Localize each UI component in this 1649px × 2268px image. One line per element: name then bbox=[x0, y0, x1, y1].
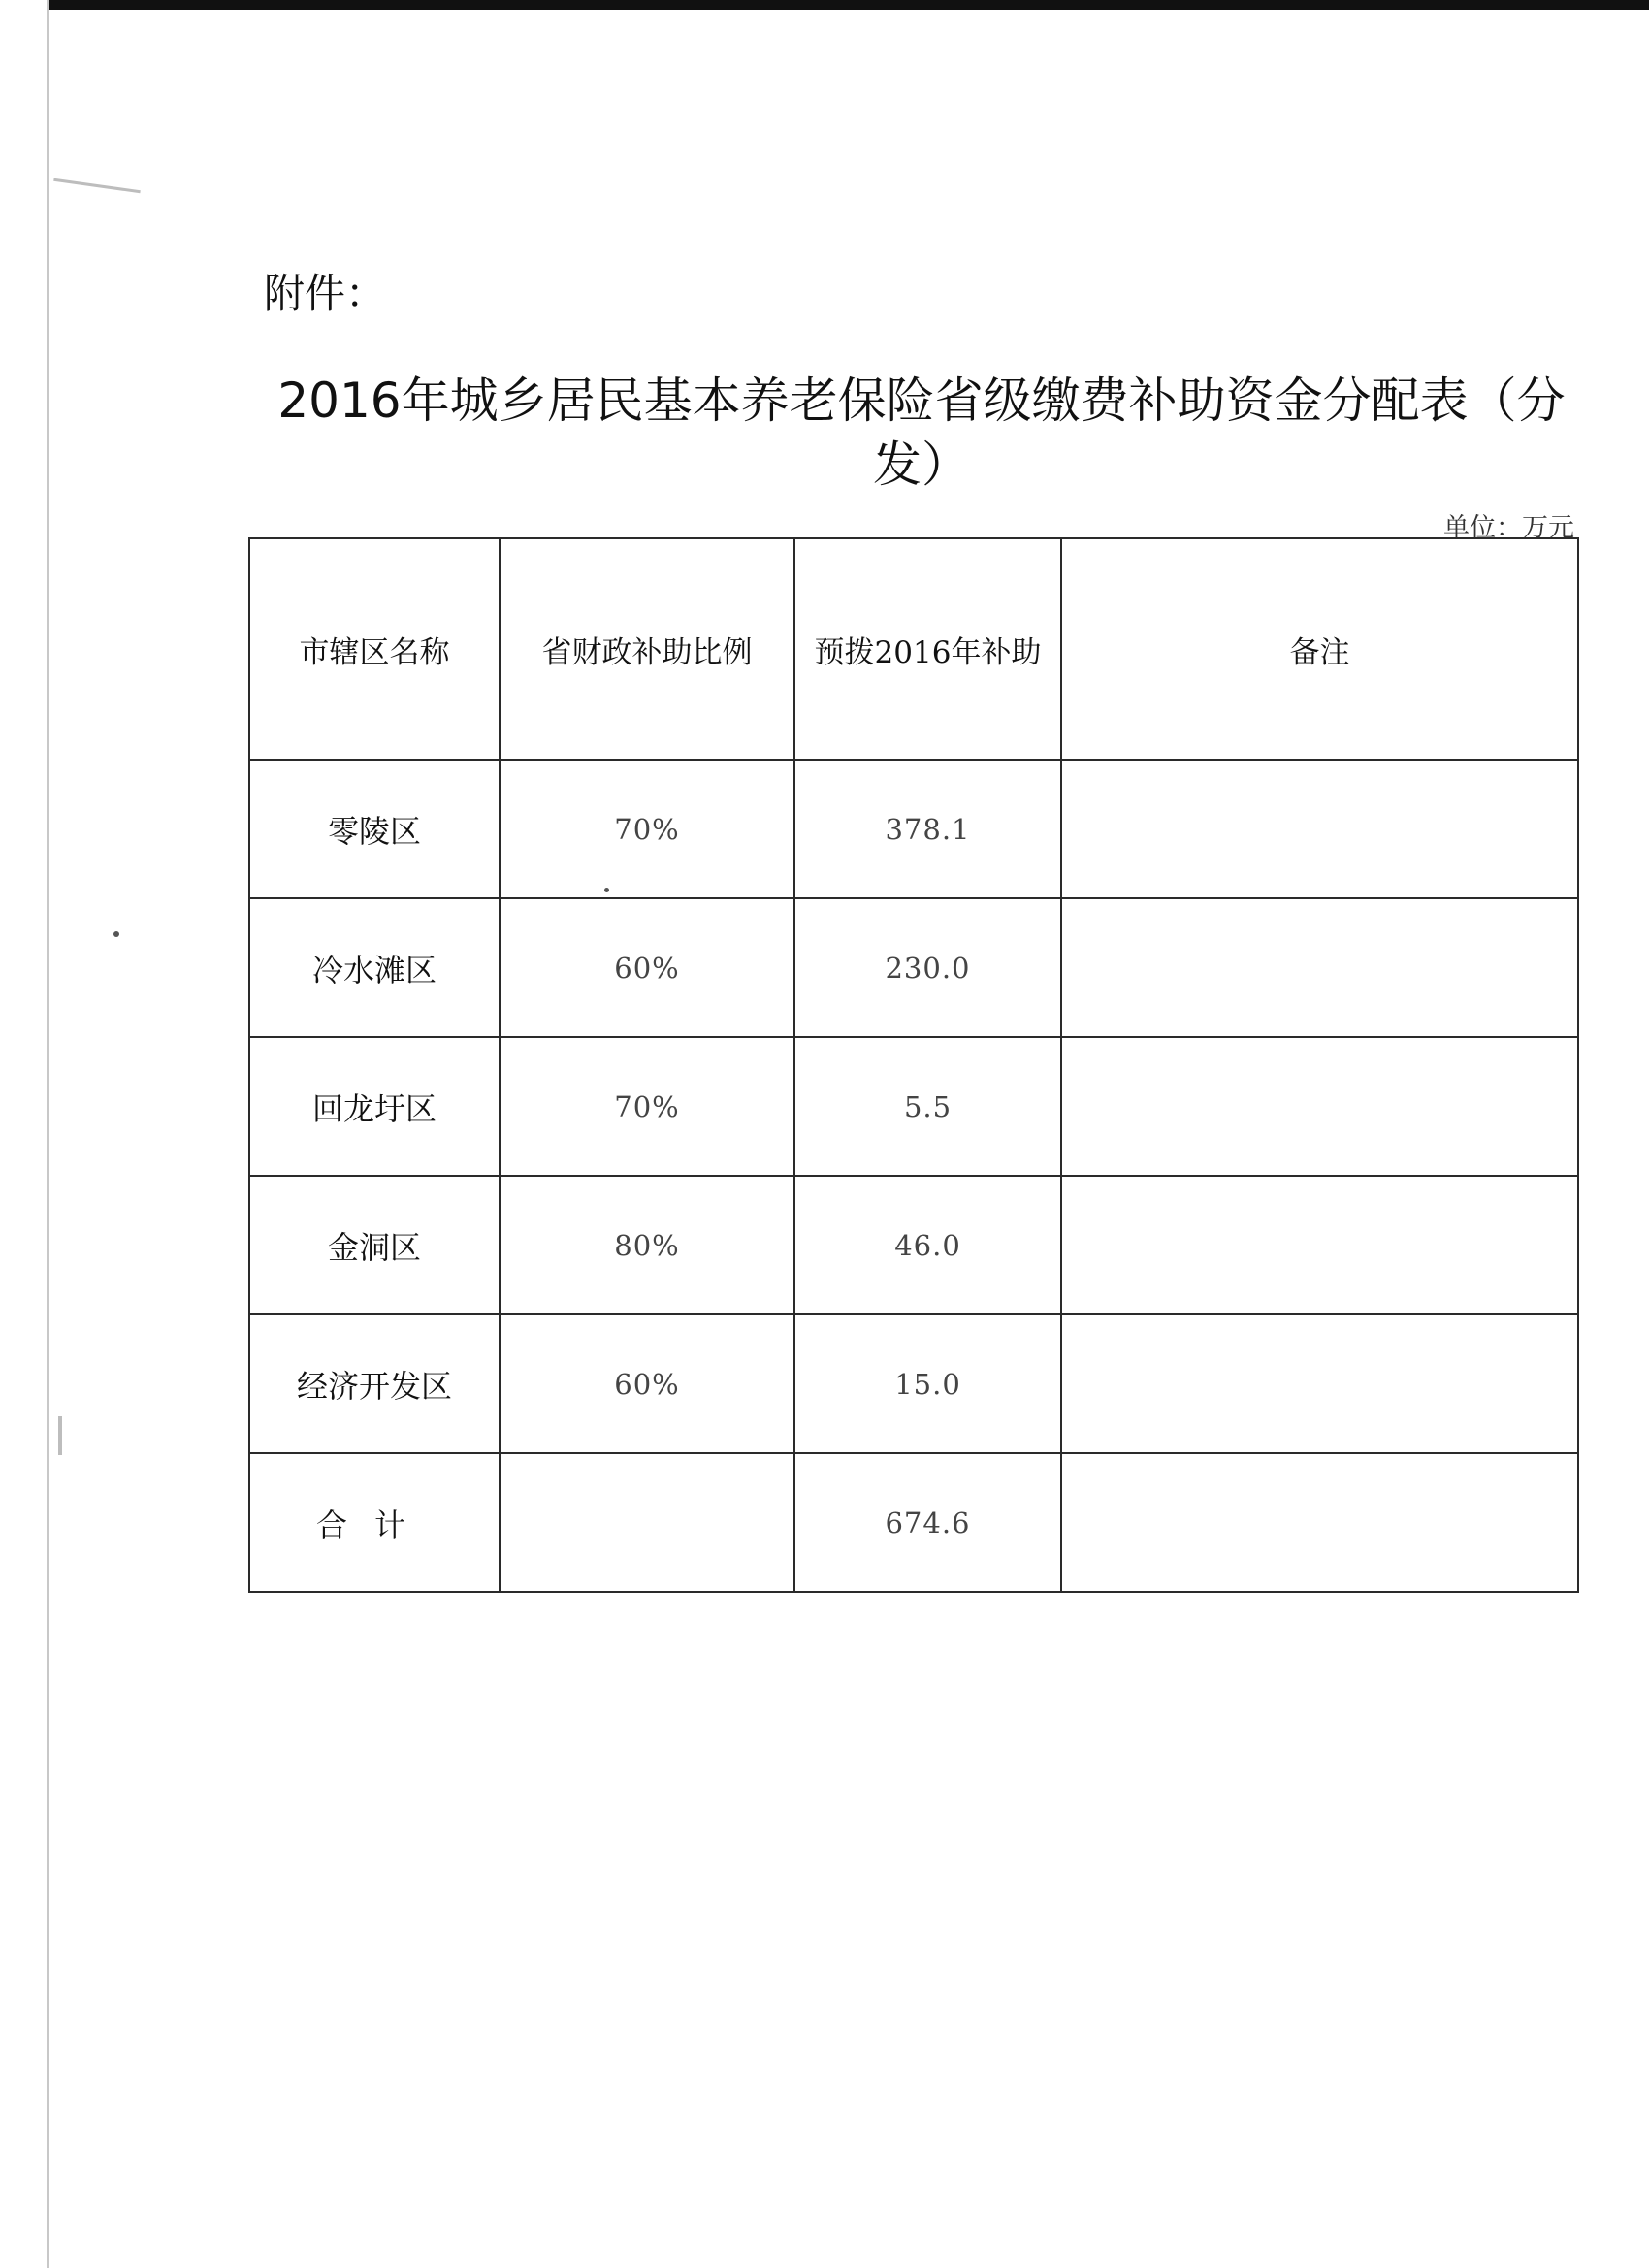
allocation-table bbox=[248, 537, 1579, 1593]
total-ratio-cell bbox=[500, 1453, 794, 1592]
header-remarks: 备注 bbox=[1061, 538, 1578, 760]
unit-label: 单位：万元 bbox=[1443, 513, 1574, 543]
scan-top-edge bbox=[48, 0, 1649, 10]
table-row bbox=[249, 1314, 1578, 1453]
scan-fold-mark bbox=[53, 178, 141, 193]
scan-speck bbox=[113, 931, 119, 937]
remarks-cell bbox=[1061, 1037, 1578, 1176]
subsidy-amount-cell: 5.5 bbox=[794, 1037, 1061, 1176]
table-header-row bbox=[249, 538, 1578, 760]
district-name-cell: 金洞区 bbox=[249, 1176, 500, 1314]
subsidy-amount-cell: 46.0 bbox=[794, 1176, 1061, 1314]
header-preallocated-subsidy: 预拨2016年补助 bbox=[794, 538, 1061, 760]
total-remarks-cell bbox=[1061, 1453, 1578, 1592]
total-label-cell: 合计 bbox=[249, 1453, 500, 1592]
district-name-cell: 冷水滩区 bbox=[249, 898, 500, 1037]
header-district-name: 市辖区名称 bbox=[249, 538, 500, 760]
header-subsidy-ratio: 省财政补助比例 bbox=[500, 538, 794, 760]
total-amount-cell: 674.6 bbox=[794, 1453, 1061, 1592]
table-row bbox=[249, 1037, 1578, 1176]
subsidy-ratio-cell: 70% bbox=[500, 760, 794, 898]
scan-fold-mark bbox=[58, 1416, 62, 1455]
table-row bbox=[249, 1176, 1578, 1314]
table-row bbox=[249, 760, 1578, 898]
table-total-row bbox=[249, 1453, 1578, 1592]
district-name-cell: 经济开发区 bbox=[249, 1314, 500, 1453]
subsidy-ratio-cell: 60% bbox=[500, 898, 794, 1037]
table-row bbox=[249, 898, 1578, 1037]
subsidy-amount-cell: 378.1 bbox=[794, 760, 1061, 898]
district-name-cell: 零陵区 bbox=[249, 760, 500, 898]
subsidy-amount-cell: 230.0 bbox=[794, 898, 1061, 1037]
attachment-label: 附件： bbox=[264, 270, 387, 317]
subsidy-ratio-cell: 80% bbox=[500, 1176, 794, 1314]
remarks-cell bbox=[1061, 898, 1578, 1037]
document-title: 2016年城乡居民基本养老保险省级缴费补助资金分配表（分发） bbox=[277, 373, 1566, 493]
scan-left-edge bbox=[47, 0, 48, 2268]
subsidy-amount-cell: 15.0 bbox=[794, 1314, 1061, 1453]
remarks-cell bbox=[1061, 1314, 1578, 1453]
subsidy-ratio-cell: 70% bbox=[500, 1037, 794, 1176]
remarks-cell bbox=[1061, 760, 1578, 898]
subsidy-ratio-cell: 60% bbox=[500, 1314, 794, 1453]
district-name-cell: 回龙圩区 bbox=[249, 1037, 500, 1176]
remarks-cell bbox=[1061, 1176, 1578, 1314]
